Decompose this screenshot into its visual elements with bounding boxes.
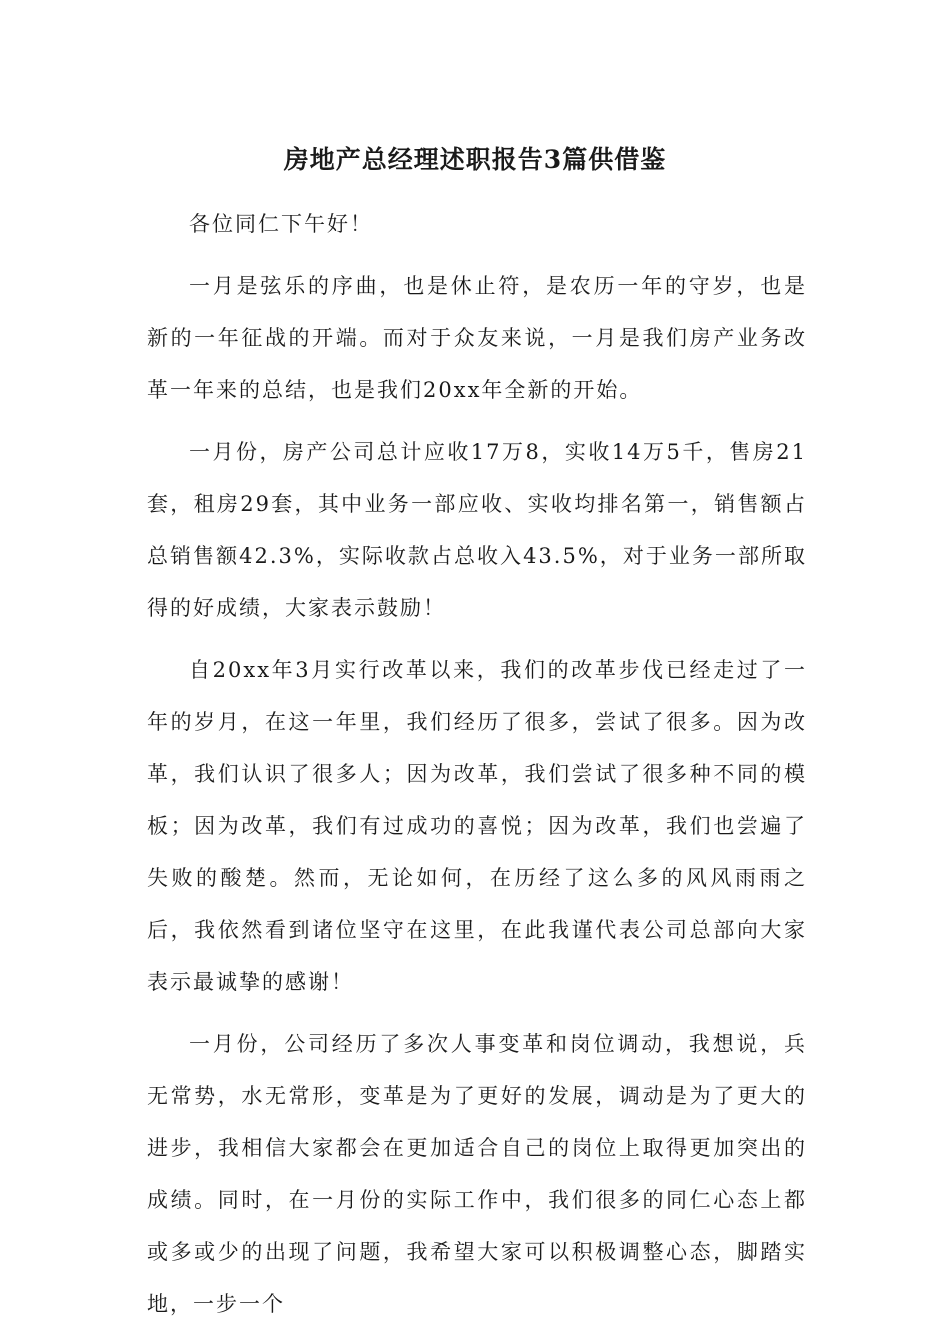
document-title: 房地产总经理述职报告3篇供借鉴 (283, 145, 667, 174)
paragraph-personnel-changes: 一月份，公司经历了多次人事变革和岗位调动，我想说，兵无常势，水无常形，变革是为了更好的发展，调动是为了更大的进步，我相信大家都会在更加适合自己的岗位上取得更加突出的成绩。同时，在一月份的实际工作中，我们很多的同仁心态上都或多或少的出现了问题，我希望大家可以积极调整心态，脚踏实地，一步一个 (147, 1032, 807, 1316)
paragraph-greeting: 各位同仁下午好！ (189, 212, 373, 236)
paragraph-reform-review: 自20xx年3月实行改革以来，我们的改革步伐已经走过了一年的岁月，在这一年里，我们经历了很多，尝试了很多。因为改革，我们认识了很多人；因为改革，我们尝试了很多种不同的模板；因为改革，我们有过成功的喜悦；因为改革，我们也尝遍了失败的酸楚。然而，无论如何，在历经了这么多的风风雨雨之后，我依然看到诸位坚守在这里，在此我谨代表公司总部向大家表示最诚挚的感谢！ (147, 658, 807, 994)
document-body (147, 198, 807, 1340)
paragraph-january-results: 一月份，房产公司总计应收17万8，实收14万5千，售房21套，租房29套，其中业务一部应收、实收均排名第一，销售额占总销售额42.3%，实际收款占总收入43.5%，对于业务一部所取得的好成绩，大家表示鼓励！ (147, 440, 807, 620)
paragraph-intro: 一月是弦乐的序曲，也是休止符，是农历一年的守岁，也是新的一年征战的开端。而对于众友来说，一月是我们房产业务改革一年来的总结，也是我们20xx年全新的开始。 (147, 274, 807, 402)
